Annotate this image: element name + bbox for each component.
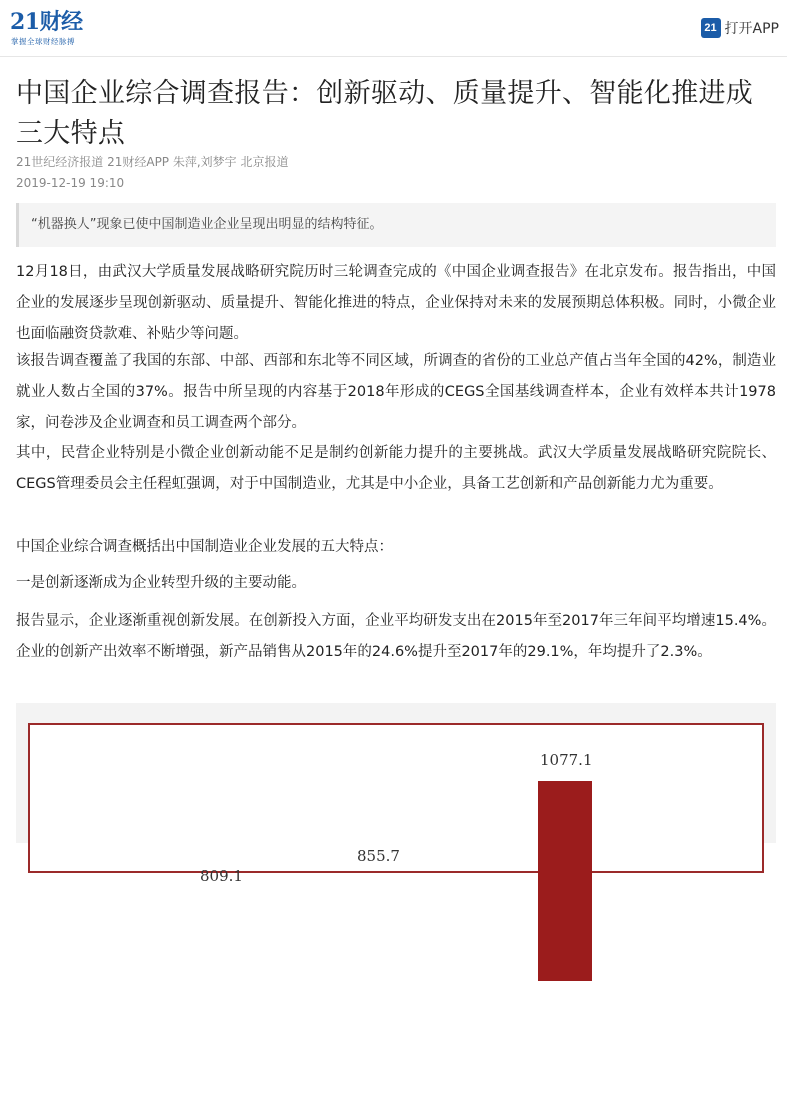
- logo-text: 21财经: [10, 9, 83, 35]
- bar-value-label: 1077.1: [540, 751, 593, 770]
- bar-chart: [28, 723, 764, 885]
- paragraph: 12月18日，由武汉大学质量发展战略研究院历时三轮调查完成的《中国企业调查报告》在北京发布。报告指出，中国企业的发展逐步呈现创新驱动、质量提升、智能化推进的特点，企业保持对未来的发展预期总体积极。同时，小微企业也面临融资贷款难、补贴少等问题。: [16, 264, 776, 342]
- article-title: 中国企业综合调查报告：创新驱动、质量提升、智能化推进成三大特点: [16, 78, 754, 149]
- logo-slogan: 掌握全球财经脉搏: [11, 37, 75, 46]
- bar-value-label: 809.1: [200, 866, 243, 885]
- article-date: 2019-12-19 19:10: [16, 176, 125, 190]
- app-icon: 21: [701, 18, 721, 38]
- paragraph: 该报告调查覆盖了我国的东部、中部、西部和东北等不同区域，所调查的省份的工业总产值占当年全国的42%，制造业就业人数占全国的37%。报告中所呈现的内容基于2018年形成的CEGS全国基线调查样本，企业有效样本共计1978家，问卷涉及企业调查和员工调查两个部分。: [16, 353, 776, 431]
- open-app-button[interactable]: [701, 15, 779, 41]
- site-logo[interactable]: [10, 8, 100, 48]
- paragraph: 其中，民营企业特别是小微企业创新动能不足是制约创新能力提升的主要挑战。武汉大学质量发展战略研究院院长、CEGS管理委员会主任程虹强调，对于中国制造业，尤其是中小企业，具备工艺创新和产品创新能力尤为重要。: [16, 445, 776, 492]
- summary-text: “机器换人”现象已使中国制造业企业呈现出明显的结构特征。: [31, 217, 383, 232]
- article-summary: [16, 203, 776, 247]
- chart-image: [16, 703, 776, 885]
- paragraph: 报告显示，企业逐渐重视创新发展。在创新投入方面，企业平均研发支出在2015年至2017年三年间平均增速15.4%。企业的创新产出效率不断增强，新产品销售从2015年的24.6%提升至2017年的29.1%，年均提升了2.3%。: [16, 613, 776, 660]
- top-bar: [0, 0, 787, 57]
- paragraph: 一是创新逐渐成为企业转型升级的主要动能。: [16, 575, 306, 591]
- paragraph: 中国企业综合调查概括出中国制造业企业发展的五大特点：: [16, 539, 393, 555]
- open-app-label: 打开APP: [724, 21, 779, 37]
- bar: [538, 781, 592, 981]
- bar-value-label: 855.7: [357, 846, 400, 865]
- article-byline: 21世纪经济报道 21财经APP 朱萍,刘梦宇 北京报道: [16, 155, 289, 169]
